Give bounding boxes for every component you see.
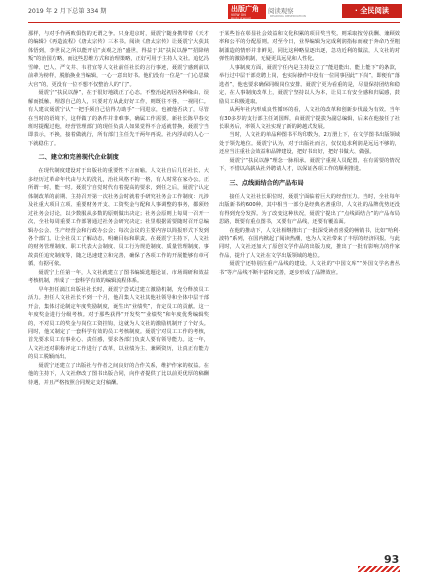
left-column xyxy=(28,30,209,387)
paragraph: 聂震宁“扶民以静”，在于很好地践正了心态。不整治起初因各种缘由、误解而抵触、埋怨自己的人，只要对方从此好好工作，则既往不咎，一视同仁。有人建议聂震宁认“一把手须自己信得力助手”一同进京，也被他否决了，尽管在当时的语境下，这样做了的条件并非难事，确属工作需要。新社长陈早春交班时提醒过他，经营管理部门的现任负责人如果觉得不合适就替换，聂震宁当即表示，不换，接着做就行，所有部门主任先干两年再说。社内浮动的人心一下就稳住了。 xyxy=(28,90,209,147)
section-heading: 三、点线面结合的产品布局 xyxy=(229,179,304,187)
paragraph: 在他的推动下，人文社相继推出了一批深受读者喜爱的畅销书，比如“哈利·波特”系列，在国内掀起了阅读热潮，也为人文社带来了丰厚的经济回报。与此同时，人文社还加大了原创文学作品的出版力度，推出了一批有影响力的作家作品，提升了人文社在文学出版领域的地位。 xyxy=(219,227,400,259)
publication-logo xyxy=(228,4,266,19)
column-badge: · 全民阅读 xyxy=(342,4,402,18)
paragraph: 接任人文社社长职位时，聂震宁面临着巨大的经营压力。当时，全社每年出版新书约600种，其中相当一部分是经典名著重印，人文社的品牌优势还没有得到充分发挥。为了改变这种状况，聂震宁提出了“点线面结合”的产品布局思路，既要有重点图书，又要有产品线，还要有覆盖面。 xyxy=(219,193,400,226)
issue-label: 2019 年 2 月下总第 334 期 xyxy=(28,8,107,15)
section-title-english: READING OBSERVATION xyxy=(270,14,306,18)
paragraph: 那样，与对手作两败俱伤的无谓之争。只身进京时，聂震宁随身携带着《天才的编辑》《再造流程》《唐太宗传》三本书。阅读《唐太宗传》让聂震宁大获其体悟到，李世民之所以能开启“贞观之治”盛世，得益于其“扶民以静”“招降纳叛”的治国方略，而这些思维方式和治理策略，正好可用于主持人文社。追忆冯雪峰、巴人、严文井、韦君宜等人文社前任社长的言行事迹，聂震宁感到前以前辈为榜样，脱胎换业当编辑，一心一意出好书。他们没有一位是“一门心思做大官”的，更没有一位不想不仅整治人的“门”。 xyxy=(28,31,209,88)
header-divider xyxy=(28,22,400,23)
page-header xyxy=(0,0,427,22)
paragraph: 在现代制度建设对于出版社的重要性不言而喻。人文社自后几任社长、大多经历过革命年代由与大的洗礼，治社风格不拘一格，有人时常在家办公。正所谓一时，能一时。聂震宁自觉时代有着提高的要求，到任之后，聂震宁认定体制改革的前期、主持召开第一次社务会时就着手研究社务会工作制度：凡涉及社重大项目立项、重要财务开支、工资奖金与配和人事调整的事务，都须经过社务会讨论，以少数服从多数的原则做出决定；社务会原则上每周一召开一次，全社每周重要工作部署通过社务会研究决定；社里根据需要随时召开总编辑办公会、生产经营会和行政办公会；每次会议的主要内容以简报形式下发到各个部门。让全社员工了解动态，明确目标和职责。在聂震宁主持下，人文社的财务管理制度、职工代表大会制度、员工行为规范制度、质量管理制度、事故责任追究制度等，随之迅速建立和完善，确保了各项工作的开展能够有章可循，有据可依。 xyxy=(28,168,209,268)
paragraph: 当时，人文社的单品种图书平均印数为，2万册上下，在文学图书出版领域处于领先地位。聂震宁认为，对于出版社而言，仅仅追求利润是远远不够的，还应当注重社会效益和品牌建设，把好书出好，把好书做大、做强。 xyxy=(219,132,400,156)
paragraph: 于某些旨在彰显社会效益和文化积累的项目奖当奖。则采取按劳获酬、兼顾效率和公平的分配原则。对至今日，业界编辑为完成利润指标而疲于奔命乃至粗制滥造的情形并非鲜见，同比这种略显逐出逐，急功近利的做法，人文社的对弹性的激励机制，无疑更具远见和人性化。 xyxy=(219,31,400,63)
paragraph: 从两年社内形成良性循环的看，人文社的改革和创新步伐最为有效。当年有30多岁的支行部主任刘国辉，由聂震宁提拔为副总编辑，后来在他接任了社长职务后，率领人文社实现了新的跨越式发展。 xyxy=(219,107,400,130)
page-number: 93 xyxy=(384,553,400,566)
paragraph: 早年担任漓江出版社社长时，聂震宁尝试过建立激励机制，充分释放员工活力。担任人文社社长不到一个月，他召集人文社其他社领导和全体中层干部开会，集体讨论制定年度奖励制度，诞生出“业绩奖”，肯定员工的贡献。这一年度奖金进行分级考核。对于那些获得“开发奖”“业绩奖”和年度优秀编辑奖的，不对员工的奖金与岗位工资挂钩，这就为人文社的激励机制开了个好头。同时，他又制定了一套科学有效的员工考核制度。聂震宁对员工工作的考核，首先要求员工有事业心、责任感，要求各部门负责人要有领导能力。这一年，人文社还对职称评定工作进行了改革，以业绩为主、兼顾资历，让真正有能力的员工脱颖而出。 xyxy=(28,286,209,361)
right-column xyxy=(219,30,400,277)
section-heading: 二、建立和完善现代企业制度 xyxy=(38,154,119,162)
logo-chinese: 出版广角 xyxy=(231,5,259,13)
paragraph: 聂震宁还特别注重产品线的建设，人文社的“中国文库”“外国文学名著丛书”等产品线不断丰富和完善，逐步形成了品牌效应。 xyxy=(219,261,400,276)
paragraph: 聂震宁还建立了出版社与作者之间良好的合作关系，维护作家的权益。在他的主持下，人文社修改了图书出版合同，向作者提供了比以前更优厚的稿酬待遇，并且严格按照合同规定支付稿酬。 xyxy=(28,362,209,386)
logo-english: VIEW ON PUBLISHING xyxy=(231,13,252,21)
footer-decoration xyxy=(358,566,400,572)
paragraph: 人事制度方面，聂震宁任内是主持设立了“能进能出、能上能下”的条款，举行过中层干部竞聘上岗，也实际操作中没有一位同事因此“下岗”，即便有“落选者”，他也要求确保同级岗位安排。聂震宁更为看重的是，尽量保持团结和稳定，在人事制度改革上，聂震宁坚持以人为本，让员工有安全感和归属感，鼓励员工积极进取。 xyxy=(219,64,400,105)
section-title: 阅读观察 xyxy=(268,7,294,15)
paragraph: 聂震宁“扶民以静”理念一脉相承。聂震宁重视人员配置，在有需要的情况下，不惜以高薪从社外聘请人才，以保证各项工作的顺利推进。 xyxy=(219,157,400,173)
paragraph: 聂震宁上任第一年，人文社就建立了图书编辑选题论证、市场调研和效益考核机制，形成了一套科学有效的编辑流程体系。 xyxy=(28,269,209,285)
